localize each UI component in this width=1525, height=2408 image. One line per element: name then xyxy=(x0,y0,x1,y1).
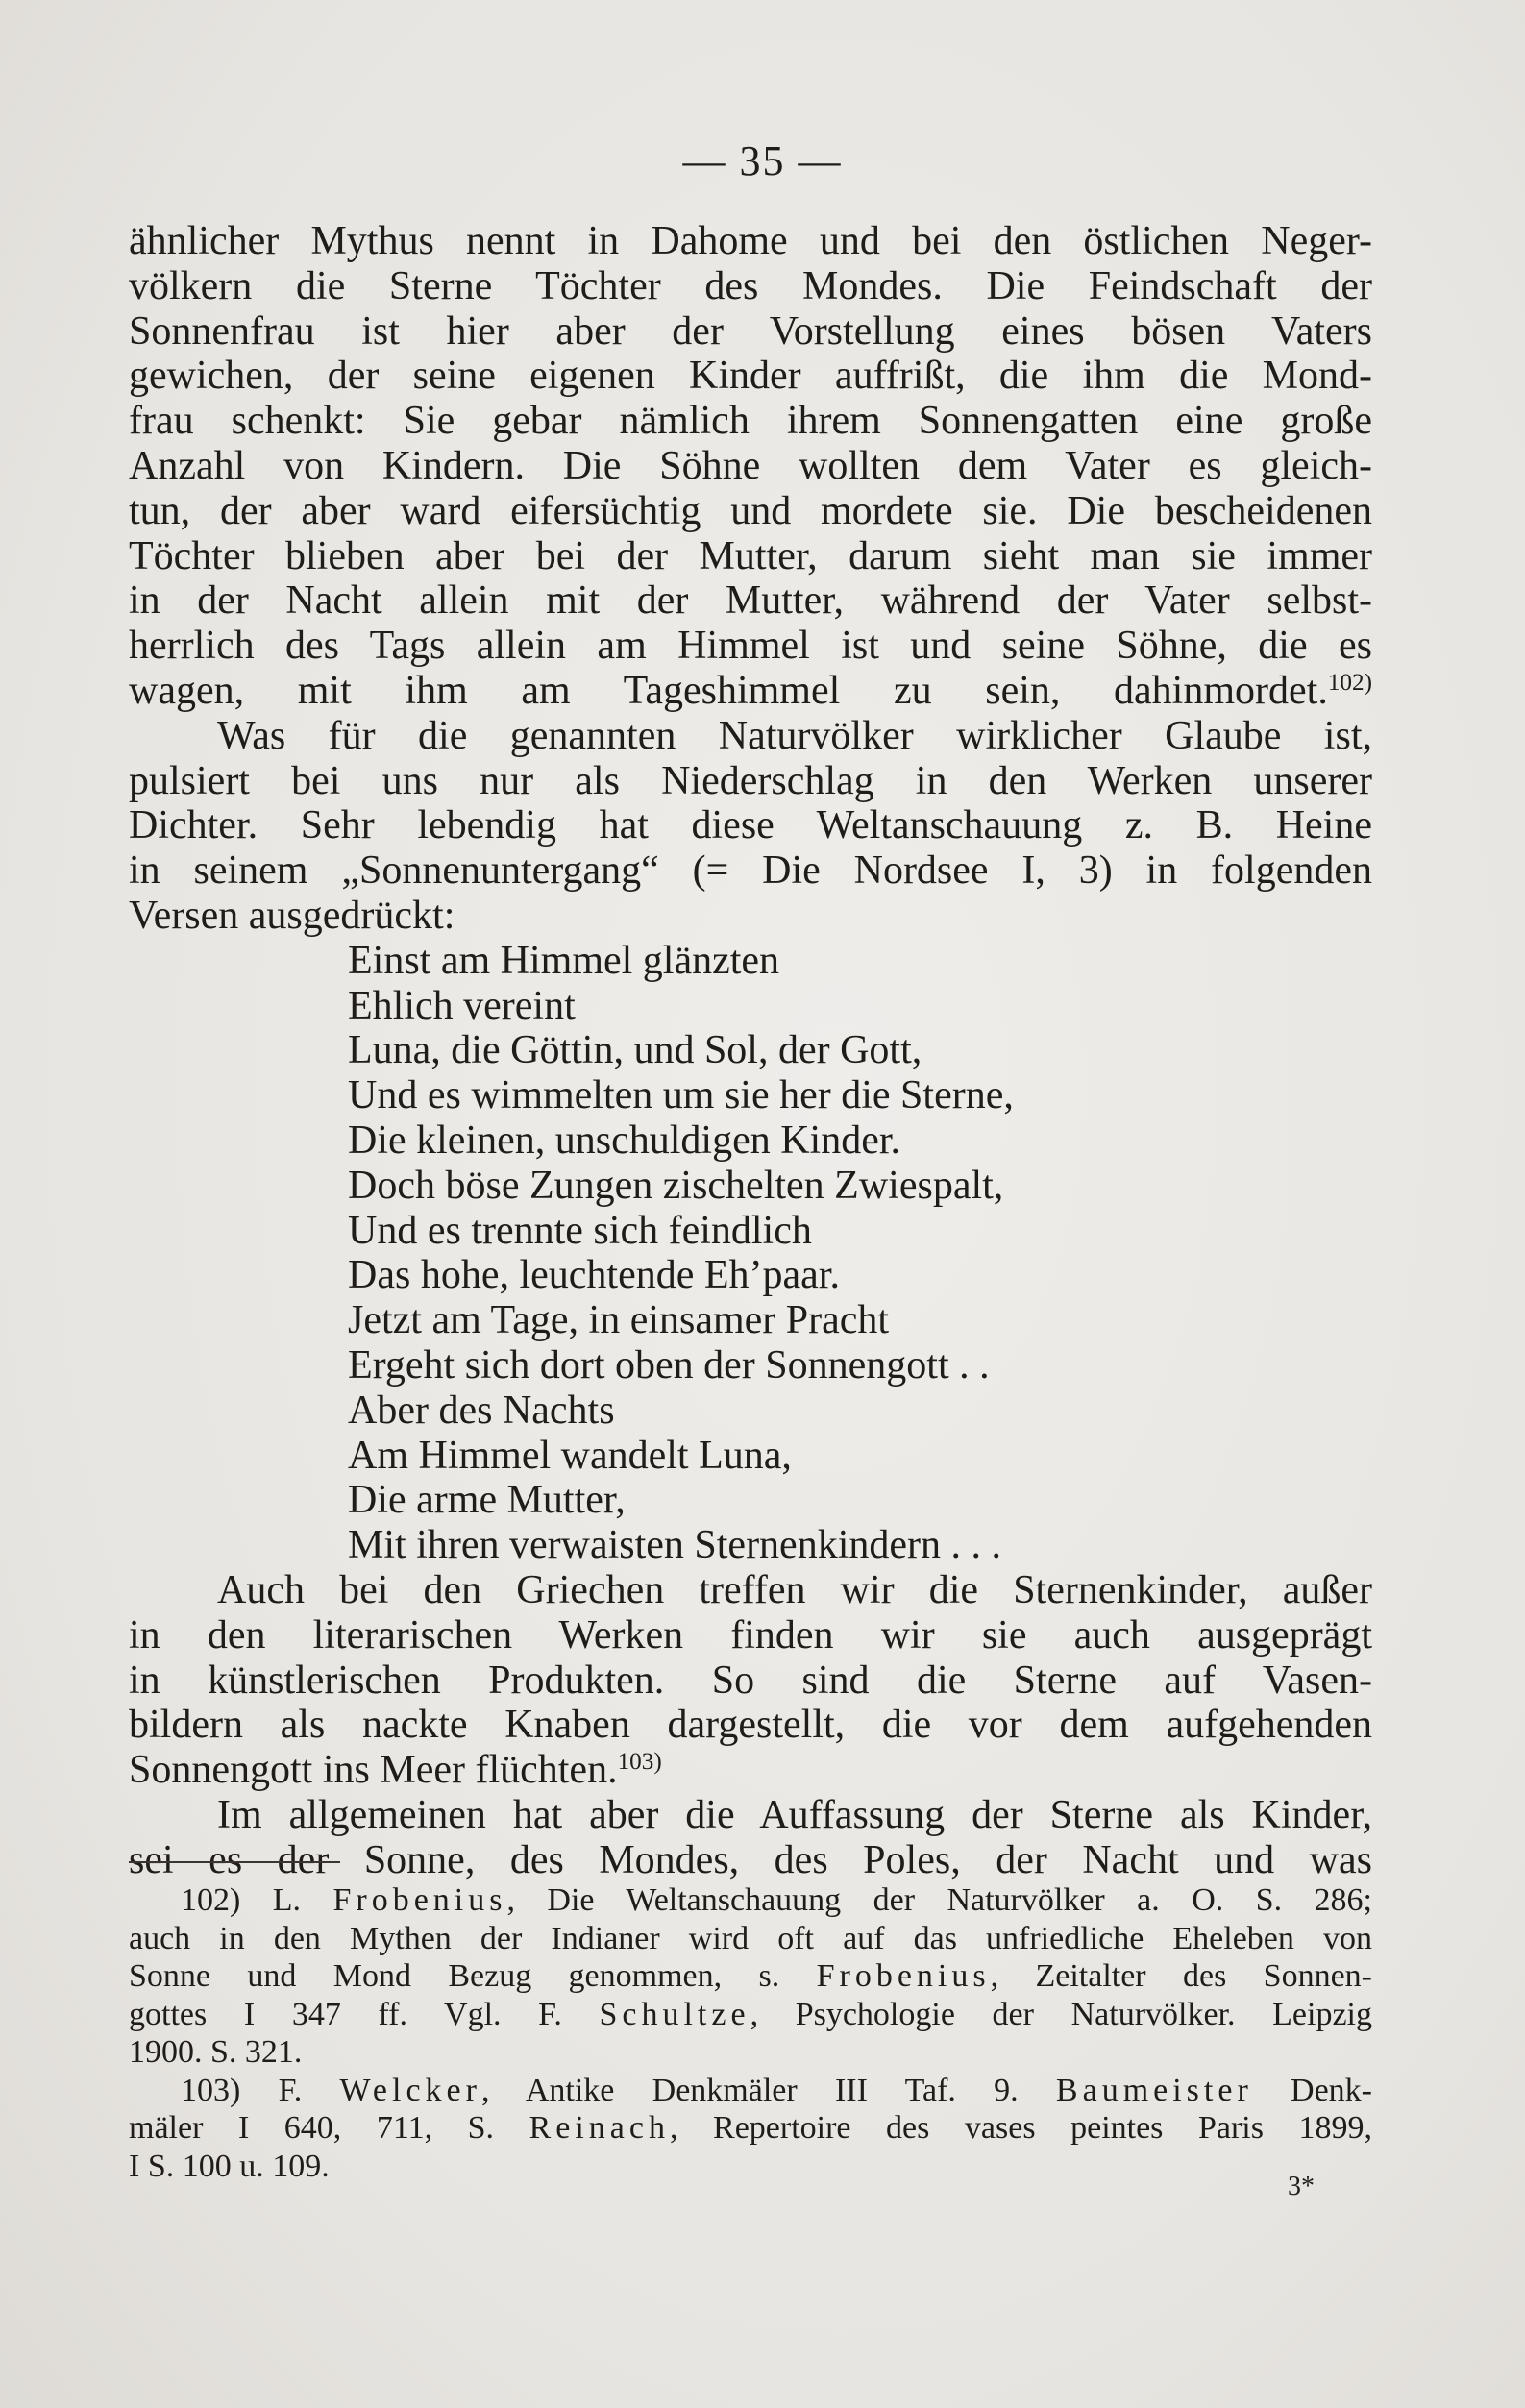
page-number: — 35 — xyxy=(682,137,843,184)
footnote-line xyxy=(129,1920,1372,1958)
footnote-text: gottes I 347 ff. Vgl. F. xyxy=(129,1996,600,2032)
footnote-line xyxy=(129,2109,1372,2148)
footnote-line xyxy=(129,2148,1372,2186)
footnote-line xyxy=(129,2072,1372,2110)
text-line xyxy=(129,264,1372,309)
line-text: Luna, die Göttin, und Sol, der Gott, xyxy=(348,1028,922,1073)
line-text: Was für die genannten Naturvölker wirklicher Glaube ist, xyxy=(217,713,1372,758)
footnote-text: , Antike Denkmäler III Taf. 9. xyxy=(480,2072,1056,2108)
verse-line xyxy=(129,1478,1372,1523)
line-text: in künstlerischen Produkten. So sind die Sterne auf Vasen- xyxy=(129,1658,1372,1703)
line-text: Doch böse Zungen zischelten Zwiespalt, xyxy=(348,1163,1004,1208)
line-text: in der Nacht allein mit der Mutter, während der Vater selbst- xyxy=(129,578,1372,624)
footnote-ref[interactable]: 102) xyxy=(1327,670,1372,697)
line-text: Ehlich vereint xyxy=(348,983,576,1028)
line-text: ähnlicher Mythus nennt in Dahome und bei den östlichen Neger- xyxy=(129,219,1372,263)
author-name: Reinach xyxy=(529,2110,670,2146)
author-name: Welcker xyxy=(339,2072,481,2108)
text-line xyxy=(129,803,1372,848)
verse-line xyxy=(129,1164,1372,1209)
footnote-text: I S. 100 u. 109. xyxy=(129,2148,330,2184)
text-line xyxy=(129,444,1372,489)
footnote-ref[interactable]: 103) xyxy=(617,1749,662,1776)
footnote-line xyxy=(129,1957,1372,1996)
text-line xyxy=(129,624,1372,669)
text-line xyxy=(129,714,1372,759)
author-name: Frobenius xyxy=(816,1958,991,1994)
text-line xyxy=(129,1659,1372,1704)
line-text: völkern die Sterne Töchter des Mondes. Die Feindschaft der xyxy=(129,263,1372,308)
line-text: Sonnenfrau ist hier aber der Vorstellung eines bösen Vaters xyxy=(129,308,1372,354)
line-text: Und es trennte sich feindlich xyxy=(348,1208,812,1253)
text-line xyxy=(129,669,1372,714)
text-line xyxy=(129,1793,1372,1838)
line-text: Anzahl von Kindern. Die Söhne wollten dem Vater es gleich- xyxy=(129,443,1372,488)
footnote-text: Sonne und Mond Bezug genommen, s. xyxy=(129,1958,817,1994)
signature-mark: 3* xyxy=(1288,2172,1315,2201)
line-text: Töchter blieben aber bei der Mutter, darum sieht man sie immer xyxy=(129,533,1372,578)
line-text: pulsiert bei uns nur als Niederschlag in den Werken unserer xyxy=(129,758,1372,803)
line-text: Dichter. Sehr lebendig hat diese Weltanschauung z. B. Heine xyxy=(129,803,1372,848)
line-text: Am Himmel wandelt Luna, xyxy=(348,1433,792,1478)
text-line xyxy=(129,759,1372,804)
verse-line xyxy=(129,1209,1372,1254)
text-line xyxy=(129,399,1372,444)
footnotes xyxy=(129,1881,1372,2185)
line-text: wagen, mit ihm am Tageshimmel zu sein, dahinmordet. xyxy=(129,668,1328,713)
footnote-text: , Die Weltanschauung der Naturvölker a. O. S. 286; xyxy=(506,1882,1372,1918)
footnote-rule xyxy=(129,1861,340,1863)
text-line xyxy=(129,894,1372,939)
line-text: tun, der aber ward eifersüchtig und mordete sie. Die bescheidenen xyxy=(129,488,1372,533)
text-line xyxy=(129,578,1372,624)
footnote-text: , Repertoire des vases peintes Paris 1899, xyxy=(669,2110,1372,2146)
line-text: bildern als nackte Knaben dargestellt, die vor dem aufgehenden xyxy=(129,1703,1372,1748)
footnote-text: Denk- xyxy=(1252,2072,1372,2108)
footnote-text: 103) F. xyxy=(181,2072,340,2108)
line-text: in seinem „Sonnenuntergang“ (= Die Nordsee I, 3) in folgenden xyxy=(129,848,1372,894)
verse-line xyxy=(129,1523,1372,1568)
text-line xyxy=(129,354,1372,399)
line-text: Jetzt am Tage, in einsamer Pracht xyxy=(348,1298,890,1343)
line-text: gewichen, der seine eigenen Kinder auffrißt, die ihm die Mond- xyxy=(129,354,1372,399)
line-text: Aber des Nachts xyxy=(348,1388,615,1433)
text-line xyxy=(129,1568,1372,1613)
author-name: Baumeister xyxy=(1055,2072,1253,2108)
footnote-line xyxy=(129,1996,1372,2034)
verse-line xyxy=(129,1028,1372,1073)
line-text: Im allgemeinen hat aber die Auffassung der Sterne als Kinder, xyxy=(217,1792,1372,1837)
text-line xyxy=(129,534,1372,579)
text-line xyxy=(129,1613,1372,1659)
line-text: Versen ausgedrückt: xyxy=(129,893,455,938)
verse-line xyxy=(129,939,1372,984)
line-text: Die arme Mutter, xyxy=(348,1478,626,1523)
verse-line xyxy=(129,1343,1372,1388)
line-text: Sonnengott ins Meer flüchten. xyxy=(129,1748,618,1793)
line-text: Einst am Himmel glänzten xyxy=(348,938,780,983)
author-name: Schultze xyxy=(599,1996,750,2032)
footnote-text: auch in den Mythen der Indianer wird oft auf das unfriedliche Eheleben von xyxy=(129,1920,1372,1956)
text-line xyxy=(129,1703,1372,1748)
line-text: Und es wimmelten um sie her die Sterne, xyxy=(348,1073,1014,1118)
footnote-text: mäler I 640, 711, S. xyxy=(129,2110,529,2146)
text-line xyxy=(129,1748,1372,1793)
line-text: herrlich des Tags allein am Himmel ist und seine Söhne, die es xyxy=(129,624,1372,669)
line-text: Das hohe, leuchtende Eh’paar. xyxy=(348,1253,840,1298)
verse-line xyxy=(129,1073,1372,1118)
footnote-text: 1900. S. 321. xyxy=(129,2034,303,2070)
verse-line xyxy=(129,1434,1372,1479)
line-text: frau schenkt: Sie gebar nämlich ihrem Sonnengatten eine große xyxy=(129,399,1372,444)
verse-line xyxy=(129,1253,1372,1298)
verse-line xyxy=(129,1118,1372,1164)
footnote-line xyxy=(129,2033,1372,2072)
footnote-text: , Zeitalter des Sonnen- xyxy=(990,1958,1373,1994)
author-name: Frobenius xyxy=(332,1882,507,1918)
verse-line xyxy=(129,1388,1372,1434)
text-line xyxy=(129,489,1372,534)
text-line xyxy=(129,848,1372,894)
text-line xyxy=(129,219,1372,264)
line-text: Mit ihren verwaisten Sternenkindern . . . xyxy=(348,1523,1001,1568)
line-text: Die kleinen, unschuldigen Kinder. xyxy=(348,1118,901,1163)
line-text: sei es der Sonne, des Mondes, des Poles, der Nacht und was xyxy=(129,1837,1372,1882)
line-text: in den literarischen Werken finden wir sie auch ausgeprägt xyxy=(129,1612,1372,1658)
text-line xyxy=(129,309,1372,355)
verse-line xyxy=(129,1298,1372,1343)
footnote-text: 102) L. xyxy=(181,1882,333,1918)
line-text: Auch bei den Griechen treffen wir die Sternenkinder, außer xyxy=(217,1567,1372,1612)
line-text: Ergeht sich dort oben der Sonnengott . . xyxy=(348,1342,990,1388)
main-text xyxy=(129,219,1372,1882)
footnote-line xyxy=(129,1881,1372,1920)
footnote-text: , Psychologie der Naturvölker. Leipzig xyxy=(750,1996,1372,2032)
verse-line xyxy=(129,984,1372,1029)
